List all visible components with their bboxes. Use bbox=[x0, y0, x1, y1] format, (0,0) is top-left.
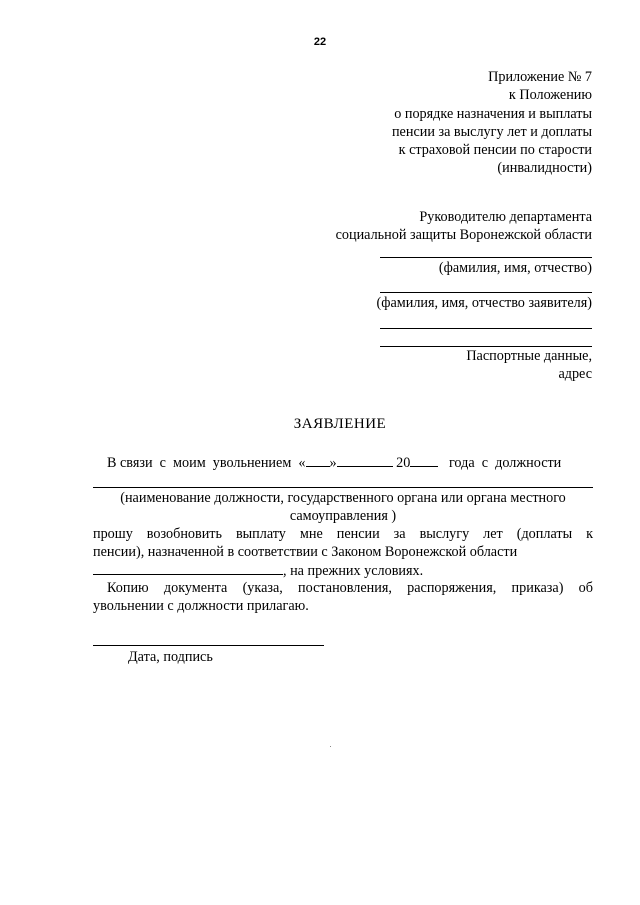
speck bbox=[330, 746, 331, 747]
position-fill-line[interactable] bbox=[93, 487, 593, 488]
signature-caption: Дата, подпись bbox=[128, 649, 213, 665]
position-caption: (наименование должности, государственного органа или органа местного самоуправления ) bbox=[120, 490, 566, 524]
copy-line-2: увольнении с должности прилагаю. bbox=[93, 598, 309, 614]
addressee-line: Руководителю департамента bbox=[419, 209, 592, 225]
signature-fill-line[interactable] bbox=[93, 645, 324, 646]
passport-fill-line-1[interactable] bbox=[380, 328, 592, 329]
day-field[interactable] bbox=[306, 454, 330, 467]
month-field[interactable] bbox=[337, 454, 393, 467]
appendix-line: пенсии за выслугу лет и доплаты bbox=[391, 123, 592, 140]
document-title: ЗАЯВЛЕНИЕ bbox=[293, 416, 387, 432]
passport-fill-line-2[interactable] bbox=[380, 346, 592, 347]
copy-line-1: Копию документа (указа, постановления, распоряжения, приказа) об bbox=[107, 580, 593, 596]
body-line-1: В связи с моим увольнением « » 20 года с должности bbox=[107, 455, 562, 471]
appendix-header bbox=[392, 68, 592, 178]
appendix-line: Приложение № 7 bbox=[488, 69, 592, 85]
applicant-fill-line[interactable] bbox=[380, 292, 592, 293]
passport-caption: Паспортные данные, bbox=[466, 348, 592, 364]
address-caption: адрес bbox=[558, 366, 592, 382]
page-number: 22 bbox=[313, 36, 327, 48]
law-field[interactable] bbox=[93, 562, 283, 575]
name-caption: (фамилия, имя, отчество) bbox=[438, 260, 592, 276]
appendix-line: к страховой пенсии по старости bbox=[398, 142, 592, 159]
request-line-3: , на прежних условиях. bbox=[93, 562, 423, 580]
appendix-line: (инвалидности) bbox=[497, 160, 592, 177]
addressee-block bbox=[336, 208, 592, 245]
year-field[interactable] bbox=[410, 454, 438, 467]
appendix-line: к Положению bbox=[508, 87, 592, 104]
appendix-line: о порядке назначения и выплаты bbox=[394, 105, 592, 122]
request-line-2: пенсии), назначенной в соответствии с Законом Воронежской области bbox=[93, 544, 518, 560]
addressee-line: социальной защиты Воронежской области bbox=[335, 227, 592, 244]
request-line-1: прошу возобновить выплату мне пенсии за выслугу лет (доплаты к bbox=[93, 526, 593, 542]
name-fill-line[interactable] bbox=[380, 257, 592, 258]
applicant-caption: (фамилия, имя, отчество заявителя) bbox=[376, 295, 592, 311]
